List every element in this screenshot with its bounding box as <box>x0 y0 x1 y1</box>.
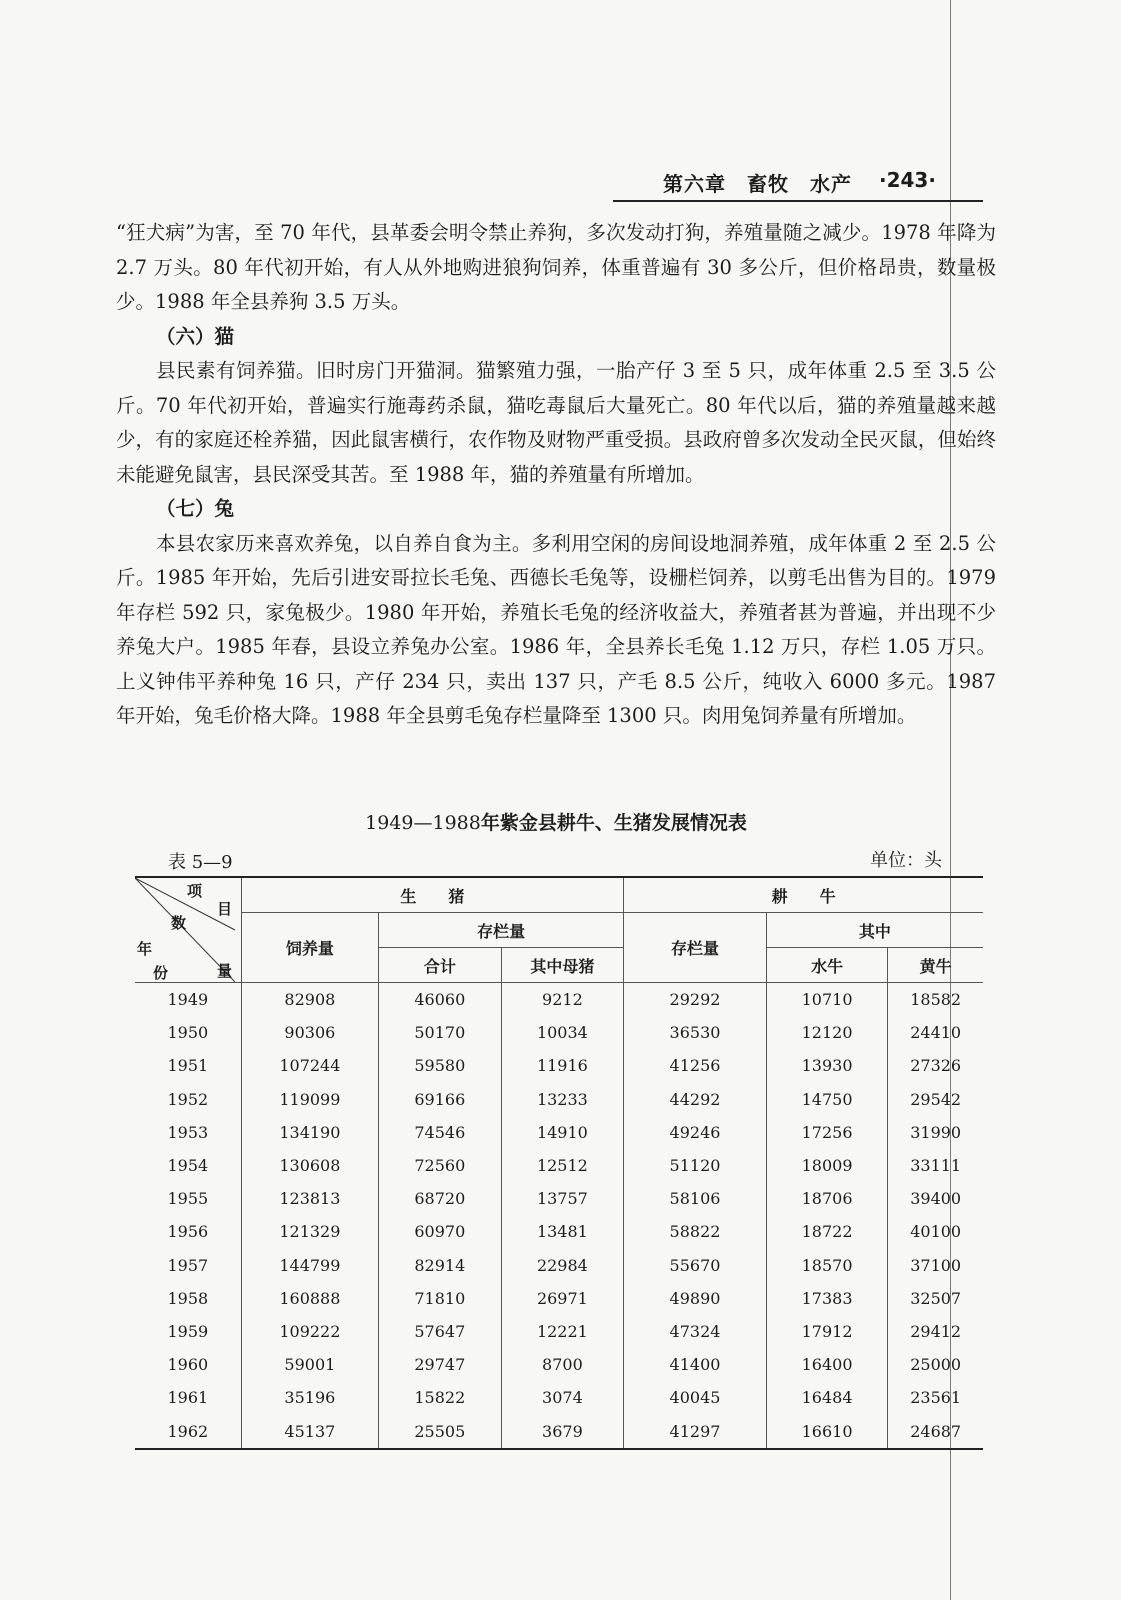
cattle-stock-cell: 58106 <box>624 1182 767 1215</box>
yellow-cattle-cell: 24687 <box>888 1414 983 1448</box>
buffalo-cell: 18722 <box>766 1215 888 1248</box>
buffalo-cell: 12120 <box>766 1016 888 1049</box>
sow-cell: 3074 <box>501 1381 624 1414</box>
pig-stock-total-cell: 57647 <box>379 1315 502 1348</box>
sow-cell: 13481 <box>501 1215 624 1248</box>
pig-stock-total-cell: 71810 <box>379 1282 502 1315</box>
yellow-cattle-cell: 32507 <box>888 1282 983 1315</box>
pig-stock-total-cell: 82914 <box>379 1249 502 1282</box>
yellow-cattle-cell: 29542 <box>888 1083 983 1116</box>
buffalo-cell: 13930 <box>766 1049 888 1082</box>
yellow-cattle-cell: 25000 <box>888 1348 983 1381</box>
buffalo-cell: 10710 <box>766 983 888 1017</box>
table-row <box>135 1381 983 1414</box>
table-row <box>135 1414 983 1448</box>
yellow-cattle-cell: 31990 <box>888 1116 983 1149</box>
table-row <box>135 1215 983 1248</box>
pig-stock-total-cell: 50170 <box>379 1016 502 1049</box>
paragraph-rabbits: 本县农家历来喜欢养兔，以自养自食为主。多利用空闲的房间设地洞养殖，成年体重 2 至 2.5 公斤。1985 年开始，先后引进安哥拉长毛兔、西德长毛兔等，设栅栏饲养，以剪毛出售为目的。1979 年存栏 592 只，家兔极少。1980 年开始，养殖长毛兔的经济收益大，养殖者甚为普遍，并出现不少养兔大户。1985 年春，县设立养兔办公室。1986 年，全县养长毛兔 1.12 万只，存栏 1.05 万只。上义钟伟平养种兔 16 只，产仔 234 只，卖出 137 只，产毛 8.5 公斤，纯收入 6000 多元。1987 年开始，兔毛价格大降。1988 年全县剪毛兔存栏量降至 1300 只。肉用兔饲养量有所增加。 <box>116 531 996 727</box>
cattle-stock-cell: 36530 <box>624 1016 767 1049</box>
year-cell: 1954 <box>135 1149 241 1182</box>
buffalo-cell: 16400 <box>766 1348 888 1381</box>
pig-stock-total-cell: 59580 <box>379 1049 502 1082</box>
sow-cell: 12512 <box>501 1149 624 1182</box>
section-heading-cat: （六）猫 <box>156 324 235 348</box>
running-header <box>613 162 983 202</box>
header-yellow-cattle: 黄牛 <box>888 948 983 983</box>
yellow-cattle-cell: 24410 <box>888 1016 983 1049</box>
cattle-stock-cell: 40045 <box>624 1381 767 1414</box>
sow-cell: 13233 <box>501 1083 624 1116</box>
table-row <box>135 1348 983 1381</box>
pig-stock-total-cell: 68720 <box>379 1182 502 1215</box>
header-total: 合计 <box>379 948 502 983</box>
livestock-table <box>135 876 983 1450</box>
buffalo-cell: 17912 <box>766 1315 888 1348</box>
pig-feed-cell: 59001 <box>241 1348 378 1381</box>
table-row <box>135 1182 983 1215</box>
cattle-stock-cell: 55670 <box>624 1249 767 1282</box>
cattle-stock-cell: 49890 <box>624 1282 767 1315</box>
sow-cell: 3679 <box>501 1414 624 1448</box>
header-pig: 生 猪 <box>241 877 623 913</box>
pig-feed-cell: 45137 <box>241 1414 378 1448</box>
table-row <box>135 1315 983 1348</box>
pig-feed-cell: 134190 <box>241 1116 378 1149</box>
table-unit: 单位：头 <box>870 850 942 871</box>
pig-stock-total-cell: 60970 <box>379 1215 502 1248</box>
pig-feed-cell: 121329 <box>241 1215 378 1248</box>
pig-feed-cell: 160888 <box>241 1282 378 1315</box>
sow-cell: 13757 <box>501 1182 624 1215</box>
sow-cell: 8700 <box>501 1348 624 1381</box>
page-number: ·243· <box>879 168 936 192</box>
sow-cell: 11916 <box>501 1049 624 1082</box>
cattle-stock-cell: 41297 <box>624 1414 767 1448</box>
corner-mu: 目 <box>217 900 233 918</box>
cattle-stock-cell: 51120 <box>624 1149 767 1182</box>
table-row <box>135 1016 983 1049</box>
pig-feed-cell: 144799 <box>241 1249 378 1282</box>
sow-cell: 9212 <box>501 983 624 1017</box>
sow-cell: 22984 <box>501 1249 624 1282</box>
table-row <box>135 1116 983 1149</box>
paragraph-dogs: “狂犬病”为害，至 70 年代，县革委会明令禁止养狗，多次发动打狗，养殖量随之减少。1978 年降为 2.7 万头。80 年代初开始，有人从外地购进狼狗饲养，体重普遍有 30 多公斤，但价格昂贵，数量极少。1988 年全县养狗 3.5 万头。 <box>116 221 996 313</box>
header-feed-amount: 饲养量 <box>241 913 378 983</box>
corner-fen: 份 <box>153 964 169 982</box>
table-row <box>135 1049 983 1082</box>
pig-feed-cell: 90306 <box>241 1016 378 1049</box>
cattle-stock-cell: 29292 <box>624 983 767 1017</box>
cattle-stock-cell: 49246 <box>624 1116 767 1149</box>
pig-stock-total-cell: 15822 <box>379 1381 502 1414</box>
corner-nian: 年 <box>137 940 153 958</box>
year-cell: 1957 <box>135 1249 241 1282</box>
year-cell: 1951 <box>135 1049 241 1082</box>
yellow-cattle-cell: 29412 <box>888 1315 983 1348</box>
cattle-stock-cell: 47324 <box>624 1315 767 1348</box>
year-cell: 1956 <box>135 1215 241 1248</box>
pig-feed-cell: 119099 <box>241 1083 378 1116</box>
year-cell: 1952 <box>135 1083 241 1116</box>
yellow-cattle-cell: 39400 <box>888 1182 983 1215</box>
sow-cell: 14910 <box>501 1116 624 1149</box>
corner-xiang: 项 <box>187 882 203 900</box>
buffalo-cell: 18009 <box>766 1149 888 1182</box>
year-cell: 1949 <box>135 983 241 1017</box>
table-title-text: 年紫金县耕牛、生猪发展情况表 <box>480 812 747 834</box>
paragraph-cats: 县民素有饲养猫。旧时房门开猫洞。猫繁殖力强，一胎产仔 3 至 5 只，成年体重 2.5 至 3.5 公斤。70 年代初开始，普遍实行施毒药杀鼠，猫吃毒鼠后大量死亡。80 年代以后，猫的养殖量越来越少，有的家庭还栓养猫，因此鼠害横行，农作物及财物严重受损。县政府曾多次发动全民灭鼠，但始终未能避免鼠害，县民深受其苦。至 1988 年，猫的养殖量有所增加。 <box>116 359 996 486</box>
pig-stock-total-cell: 25505 <box>379 1414 502 1448</box>
table-row <box>135 1149 983 1182</box>
year-cell: 1960 <box>135 1348 241 1381</box>
year-cell: 1961 <box>135 1381 241 1414</box>
header-buffalo: 水牛 <box>766 948 888 983</box>
pig-feed-cell: 35196 <box>241 1381 378 1414</box>
pig-feed-cell: 109222 <box>241 1315 378 1348</box>
buffalo-cell: 17383 <box>766 1282 888 1315</box>
corner-shu: 数 <box>171 914 187 932</box>
yellow-cattle-cell: 40100 <box>888 1215 983 1248</box>
pig-feed-cell: 130608 <box>241 1149 378 1182</box>
pig-feed-cell: 107244 <box>241 1049 378 1082</box>
pig-feed-cell: 123813 <box>241 1182 378 1215</box>
cattle-stock-cell: 58822 <box>624 1215 767 1248</box>
table-label: 表 5—9 <box>168 852 233 873</box>
year-cell: 1953 <box>135 1116 241 1149</box>
chapter-title: 第六章 畜牧 水产 <box>663 172 852 196</box>
header-stock: 存栏量 <box>379 913 624 948</box>
yellow-cattle-cell: 18582 <box>888 983 983 1017</box>
pig-feed-cell: 82908 <box>241 983 378 1017</box>
pig-stock-total-cell: 29747 <box>379 1348 502 1381</box>
table-row <box>135 1249 983 1282</box>
yellow-cattle-cell: 33111 <box>888 1149 983 1182</box>
year-cell: 1958 <box>135 1282 241 1315</box>
buffalo-cell: 18570 <box>766 1249 888 1282</box>
year-cell: 1955 <box>135 1182 241 1215</box>
buffalo-cell: 18706 <box>766 1182 888 1215</box>
year-cell: 1959 <box>135 1315 241 1348</box>
sow-cell: 12221 <box>501 1315 624 1348</box>
header-sow: 其中母猪 <box>501 948 624 983</box>
buffalo-cell: 17256 <box>766 1116 888 1149</box>
sow-cell: 26971 <box>501 1282 624 1315</box>
pig-stock-total-cell: 69166 <box>379 1083 502 1116</box>
yellow-cattle-cell: 23561 <box>888 1381 983 1414</box>
sow-cell: 10034 <box>501 1016 624 1049</box>
year-cell: 1962 <box>135 1414 241 1448</box>
header-cattle: 耕 牛 <box>624 877 983 913</box>
yellow-cattle-cell: 37100 <box>888 1249 983 1282</box>
header-cattle-stock: 存栏量 <box>624 913 767 983</box>
table-title <box>116 808 996 835</box>
corner-header <box>135 877 241 983</box>
body-text <box>116 216 996 734</box>
year-cell: 1950 <box>135 1016 241 1049</box>
cattle-stock-cell: 44292 <box>624 1083 767 1116</box>
cattle-stock-cell: 41256 <box>624 1049 767 1082</box>
corner-liang: 量 <box>217 962 233 980</box>
pig-stock-total-cell: 46060 <box>379 983 502 1017</box>
yellow-cattle-cell: 27326 <box>888 1049 983 1082</box>
buffalo-cell: 16484 <box>766 1381 888 1414</box>
cattle-stock-cell: 41400 <box>624 1348 767 1381</box>
table-row <box>135 1083 983 1116</box>
buffalo-cell: 16610 <box>766 1414 888 1448</box>
pig-stock-total-cell: 74546 <box>379 1116 502 1149</box>
table-title-years: 1949—1988 <box>365 812 481 834</box>
header-of-which: 其中 <box>766 913 983 948</box>
pig-stock-total-cell: 72560 <box>379 1149 502 1182</box>
table-row <box>135 1282 983 1315</box>
section-heading-rabbit: （七）兔 <box>156 497 235 520</box>
table-row <box>135 983 983 1017</box>
buffalo-cell: 14750 <box>766 1083 888 1116</box>
